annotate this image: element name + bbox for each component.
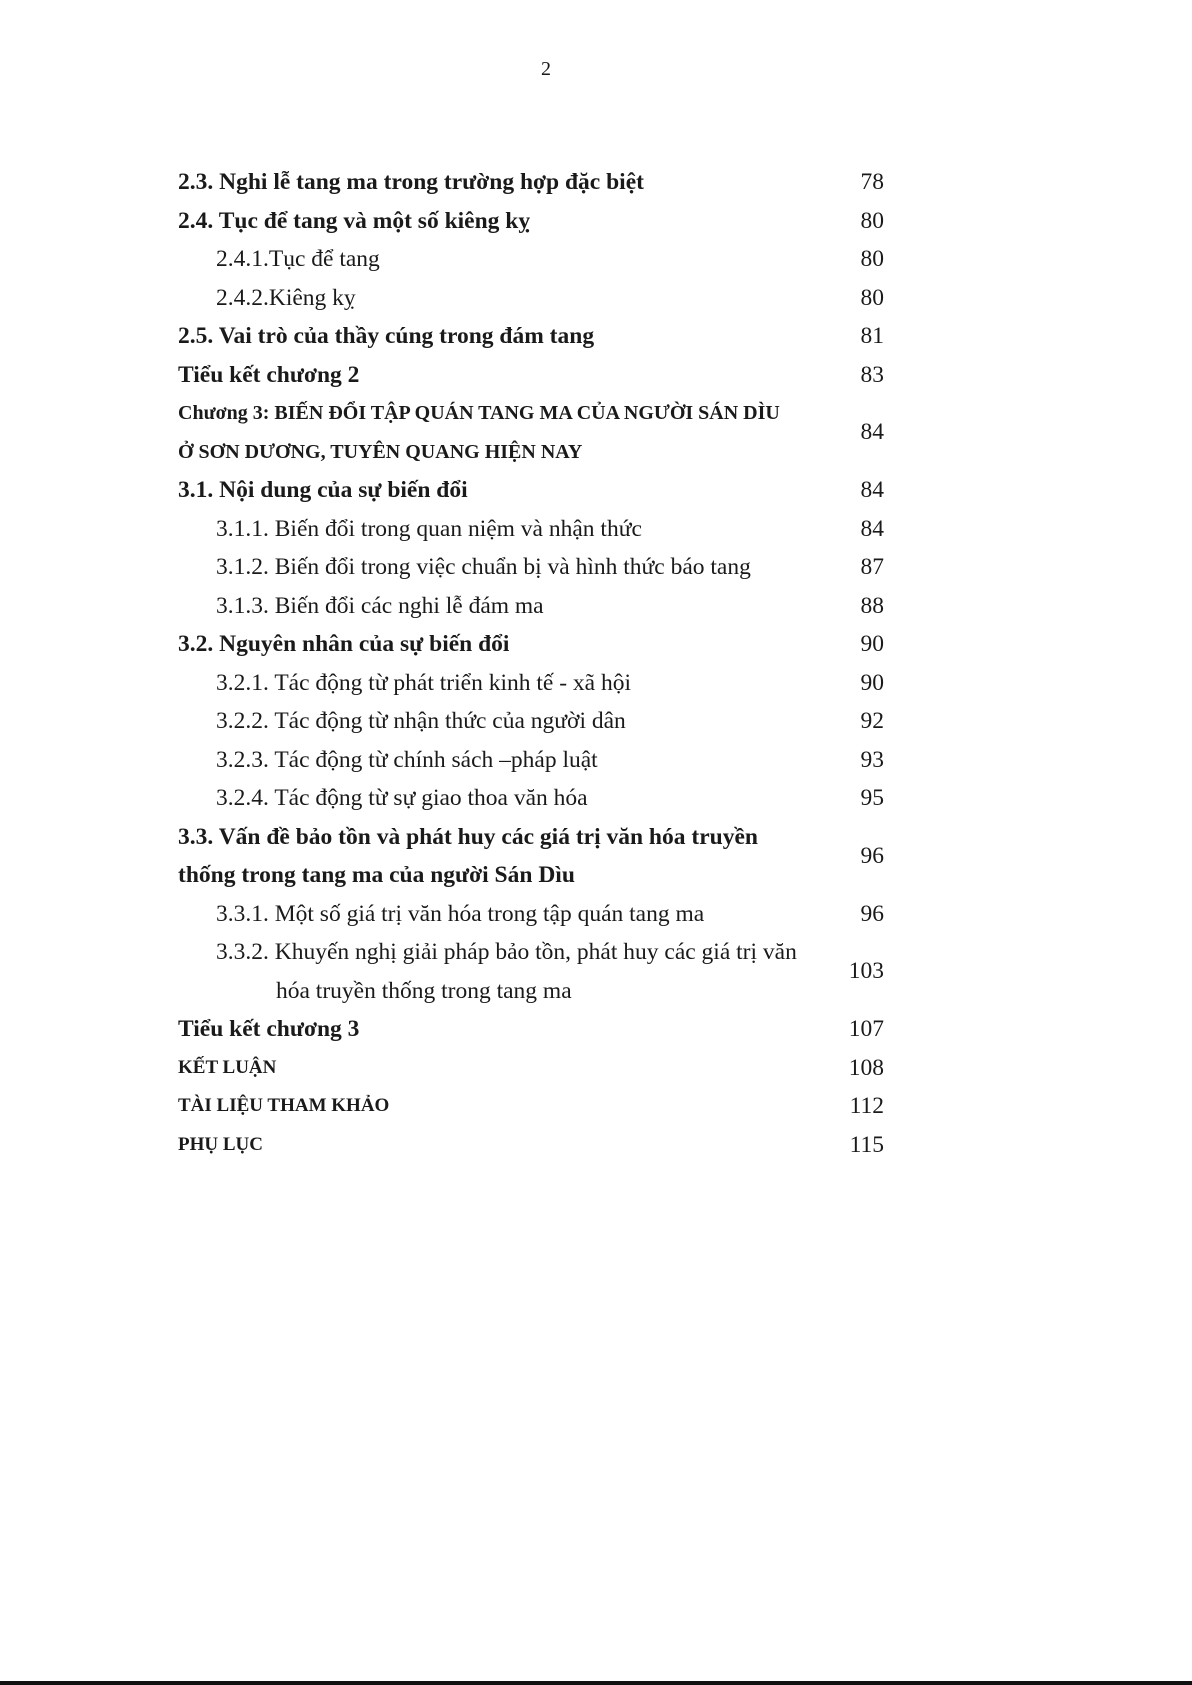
toc-entry-page: 84 (860, 419, 884, 446)
toc-entry-page: 92 (860, 708, 884, 734)
toc-entry-label (178, 818, 824, 895)
toc-entry-label: 3.2.1. Tác động từ phát triển kinh tế - xã hội (216, 669, 631, 696)
toc-entry-page: 103 (848, 958, 884, 985)
toc-entry-label: 2.4.2.Kiêng kỵ (216, 284, 356, 311)
toc-entry-label: 2.4.1.Tục để tang (216, 246, 380, 272)
toc-entry[interactable] (178, 202, 884, 241)
toc-entry[interactable] (178, 1126, 884, 1165)
toc-entry-page: 96 (860, 842, 884, 869)
page-number: 2 (541, 58, 551, 80)
toc-entry[interactable] (178, 279, 884, 318)
toc-entry[interactable] (178, 471, 884, 510)
toc-entry-page: 90 (860, 669, 884, 696)
toc-entry[interactable] (178, 356, 884, 395)
toc-entry[interactable] (178, 702, 884, 741)
toc-entry[interactable] (178, 933, 884, 1010)
toc-entry[interactable] (178, 625, 884, 664)
toc-entry-page: 80 (860, 207, 884, 234)
toc-entry-page: 112 (849, 1093, 884, 1119)
toc-entry-label-line: 3.3.2. Khuyến nghị giải pháp bảo tồn, phát huy các giá trị văn (216, 939, 797, 965)
toc-entry-label-line: hóa truyền thống trong tang ma (276, 977, 572, 1004)
toc-entry-page: 81 (860, 323, 884, 349)
toc-entry[interactable] (178, 1087, 884, 1126)
toc-entry[interactable] (178, 1010, 884, 1049)
toc-entry-label: 3.3.1. Một số giá trị văn hóa trong tập quán tang ma (216, 900, 705, 927)
toc-entry-page: 88 (860, 592, 884, 619)
toc-entry[interactable] (178, 317, 884, 356)
toc-entry[interactable] (178, 163, 884, 202)
toc-entry-label-line: Ở SƠN DƯƠNG, TUYÊN QUANG HIỆN NAY (178, 440, 583, 463)
toc-entry-label: 3.1.1. Biến đổi trong quan niệm và nhận thức (216, 515, 642, 542)
toc-entry-label: 3.2.2. Tác động từ nhận thức của người dân (216, 708, 626, 734)
toc-entry-label (178, 394, 824, 471)
toc-entry-label: 3.1. Nội dung của sự biến đổi (178, 477, 468, 503)
toc-entry[interactable] (178, 587, 884, 626)
toc-entry-label: KẾT LUẬN (178, 1056, 277, 1078)
toc-entry-page: 80 (860, 284, 884, 311)
toc-entry-chapter[interactable] (178, 394, 884, 471)
toc-entry-label: 3.1.2. Biến đổi trong việc chuẩn bị và hình thức báo tang (216, 554, 751, 580)
toc-entry-label: 3.2.3. Tác động từ chính sách –pháp luật (216, 746, 598, 773)
toc-entry[interactable] (178, 741, 884, 780)
toc-entry-label: PHỤ LỤC (178, 1133, 263, 1155)
toc-entry-page: 115 (849, 1131, 884, 1158)
toc-entry-label: 3.2.4. Tác động từ sự giao thoa văn hóa (216, 785, 588, 811)
toc-entry-label-line: Chương 3: BIẾN ĐỔI TẬP QUÁN TANG MA CỦA NGƯỜI SÁN DÌU (178, 402, 780, 424)
toc-entry-page: 108 (848, 1054, 884, 1081)
table-of-contents (178, 163, 884, 1164)
toc-entry[interactable] (178, 240, 884, 279)
toc-entry-page: 87 (860, 554, 884, 580)
toc-entry-label (178, 933, 824, 1010)
toc-entry[interactable] (178, 895, 884, 934)
toc-entry[interactable] (178, 510, 884, 549)
toc-entry-label: 2.4. Tục để tang và một số kiêng kỵ (178, 207, 531, 234)
toc-entry-label-line: 3.3. Vấn đề bảo tồn và phát huy các giá trị văn hóa truyền (178, 823, 758, 850)
toc-entry-label: Tiểu kết chương 2 (178, 361, 360, 388)
toc-entry-page: 90 (860, 631, 884, 657)
toc-entry-label: 2.3. Nghi lễ tang ma trong trường hợp đặc biệt (178, 169, 644, 195)
toc-entry-page: 84 (860, 477, 884, 503)
toc-entry-label: TÀI LIỆU THAM KHẢO (178, 1095, 390, 1116)
toc-entry-label: 3.2. Nguyên nhân của sự biến đổi (178, 631, 510, 657)
toc-entry-page: 93 (860, 746, 884, 773)
toc-entry-label: 2.5. Vai trò của thầy cúng trong đám tang (178, 323, 595, 349)
toc-entry[interactable] (178, 818, 884, 895)
toc-entry[interactable] (178, 1049, 884, 1088)
toc-entry-label-line: thống trong tang ma của người Sán Dìu (178, 862, 575, 888)
toc-entry-page: 84 (860, 515, 884, 542)
toc-entry-page: 95 (860, 785, 884, 811)
toc-entry[interactable] (178, 548, 884, 587)
toc-entry-label: 3.1.3. Biến đổi các nghi lễ đám ma (216, 592, 544, 619)
toc-entry[interactable] (178, 779, 884, 818)
toc-entry-label: Tiểu kết chương 3 (178, 1016, 360, 1042)
toc-entry-page: 80 (860, 246, 884, 272)
toc-entry[interactable] (178, 664, 884, 703)
bottom-border (0, 1681, 1192, 1685)
toc-entry-page: 78 (860, 169, 884, 195)
toc-entry-page: 83 (860, 361, 884, 388)
toc-entry-page: 96 (860, 900, 884, 927)
toc-entry-page: 107 (848, 1016, 884, 1042)
